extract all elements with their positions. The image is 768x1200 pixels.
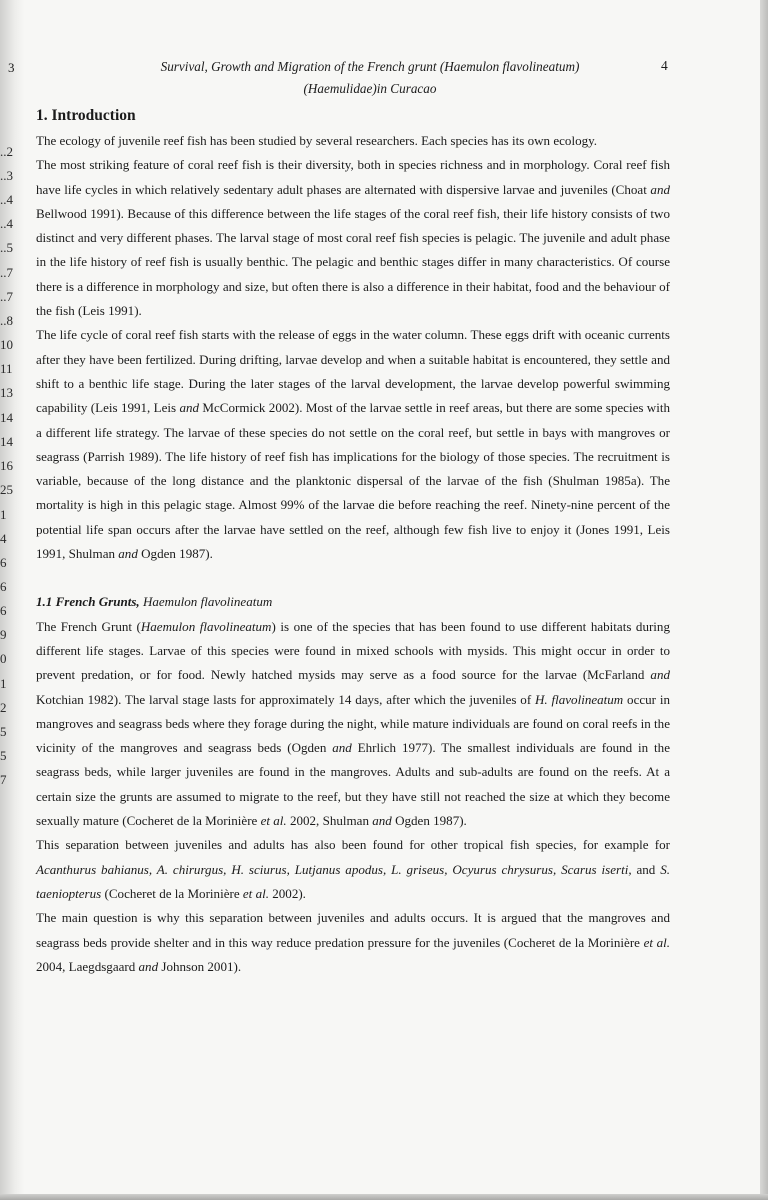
section-heading-introduction: 1. Introduction (36, 107, 136, 124)
facing-page-number: 3 (8, 60, 15, 75)
margin-number: 0 (0, 651, 7, 666)
margin-number: 1 (0, 507, 7, 522)
margin-number: 7 (0, 772, 7, 787)
paragraph: This separation between juveniles and adults has also been found for other tropical fish species, for example for Acanthurus bahianus, A. chirurgus, H. sciurus, Lutjanus apodus, L. griseus, Ocyurus chrysurus, Scarus iserti, and S. taeniopterus (Cocheret de la Morinière et al. 2002). (36, 837, 670, 901)
margin-number: 4 (0, 531, 7, 546)
paragraph: The most striking feature of coral reef fish is their diversity, both in species richness and in morphology. Coral reef fish have life cycles in which relatively sedentary adult phases are alternated with dispersive larvae and juveniles (Choat and Bellwood 1991). Because of this difference between the life stages of the coral reef fish, their life history consists of two distinct and very different phases. The larval stage of most coral reef fish species is pelagic. The juvenile and adult phase in the life history of reef fish is usually benthic. The pelagic and benthic stages differ in many characteristics. Of course there is a difference in morphology and size, but often there is also a difference in their habitat, food and the behaviour of the fish (Leis 1991). (36, 157, 670, 319)
paragraph: The main question is why this separation between juveniles and adults occurs. It is argued that the mangroves and seagrass beds provide shelter and in this way reduce predation pressure for the juveniles (Cocheret de la Morinière et al. 2004, Laegdsgaard and Johnson 2001). (36, 910, 670, 974)
page-edge-right (760, 0, 768, 1200)
margin-number: 5 (0, 748, 7, 763)
margin-number: 2 (0, 700, 7, 715)
paragraph: The French Grunt (Haemulon flavolineatum) is one of the species that has been found to use different habitats during different life stages. Larvae of this species were found in mixed schools with mysids. This might occur in order to prevent predation, or for food. Newly hatched mysids may serve as a food source for the larvae (McFarland and Kotchian 1982). The larval stage lasts for approximately 14 days, after which the juveniles of H. flavolineatum occur in mangroves and seagrass beds where they forage during the night, while mature individuals are found on coral reefs in the vicinity of the mangroves and seagrass beds (Ogden and Ehrlich 1977). The smallest individuals are found in the seagrass beds, while larger juveniles are found in the mangroves. Adults and sub-adults are found on the reefs. At a certain size the grunts are assumed to migrate to the reef, but they have still not reached the size at which they become sexually mature (Cocheret de la Morinière et al. 2002, Shulman and Ogden 1987). (36, 618, 670, 829)
margin-number: 6 (0, 579, 7, 594)
margin-number: ..2 (0, 144, 13, 159)
page-number: 4 (661, 58, 668, 73)
margin-number: 10 (0, 337, 13, 352)
margin-number: 6 (0, 603, 7, 618)
header-title-line1: Survival, Growth and Migration of the French grunt (Haemulon flavolineatum) (160, 59, 580, 74)
margin-number: 14 (0, 434, 13, 449)
margin-number: 13 (0, 385, 13, 400)
margin-number: ..4 (0, 192, 13, 207)
margin-number: 9 (0, 627, 7, 642)
margin-number: ..3 (0, 168, 13, 183)
margin-number: ..4 (0, 216, 13, 231)
subsection-heading-french-grunts: 1.1 French Grunts, Haemulon flavolineatum (36, 594, 273, 610)
running-header (110, 56, 630, 100)
header-title-line2: (Haemulidae)in Curacao (303, 81, 437, 96)
margin-number: ..8 (0, 313, 13, 328)
margin-number: 25 (0, 482, 13, 497)
paragraph: The life cycle of coral reef fish starts with the release of eggs in the water column. These eggs drift with oceanic currents after they have been fertilized. During drifting, larvae develop and when a suitable habitat is encountered, they settle and shift to a benthic life stage. During the later stages of the larval development, the larvae develop powerful swimming capability (Leis 1991, Leis and McCormick 2002). Most of the larvae settle in reef areas, but there are some species with a different life strategy. The larvae of these species do not settle on the coral reef, but settle in bays with mangroves or seagrass (Parrish 1989). The life history of reef fish has implications for the biology of those species. The recruitment is variable, because of the long distance and the planktonic dispersal of the larvae of the fish (Shulman 1985a). The mortality is high in this pelagic stage. Almost 99% of the larvae die before reaching the reef. Ninety-nine percent of the potential life span occurs after the larvae have settled on the reef, although few fish live to enjoy it (Jones 1991, Leis 1991, Shulman and Ogden 1987). (36, 327, 670, 562)
margin-number: 6 (0, 555, 7, 570)
margin-number: 11 (0, 361, 13, 376)
body-text (36, 104, 670, 979)
margin-number: ..7 (0, 265, 13, 280)
margin-number: 16 (0, 458, 13, 473)
margin-number: 5 (0, 724, 7, 739)
paragraph: The ecology of juvenile reef fish has been studied by several researchers. Each species has its own ecology. (36, 133, 598, 148)
margin-number: ..7 (0, 289, 13, 304)
margin-number: 14 (0, 410, 13, 425)
page-edge-bottom (0, 1194, 768, 1200)
margin-number: 1 (0, 676, 7, 691)
margin-number: ..5 (0, 240, 13, 255)
